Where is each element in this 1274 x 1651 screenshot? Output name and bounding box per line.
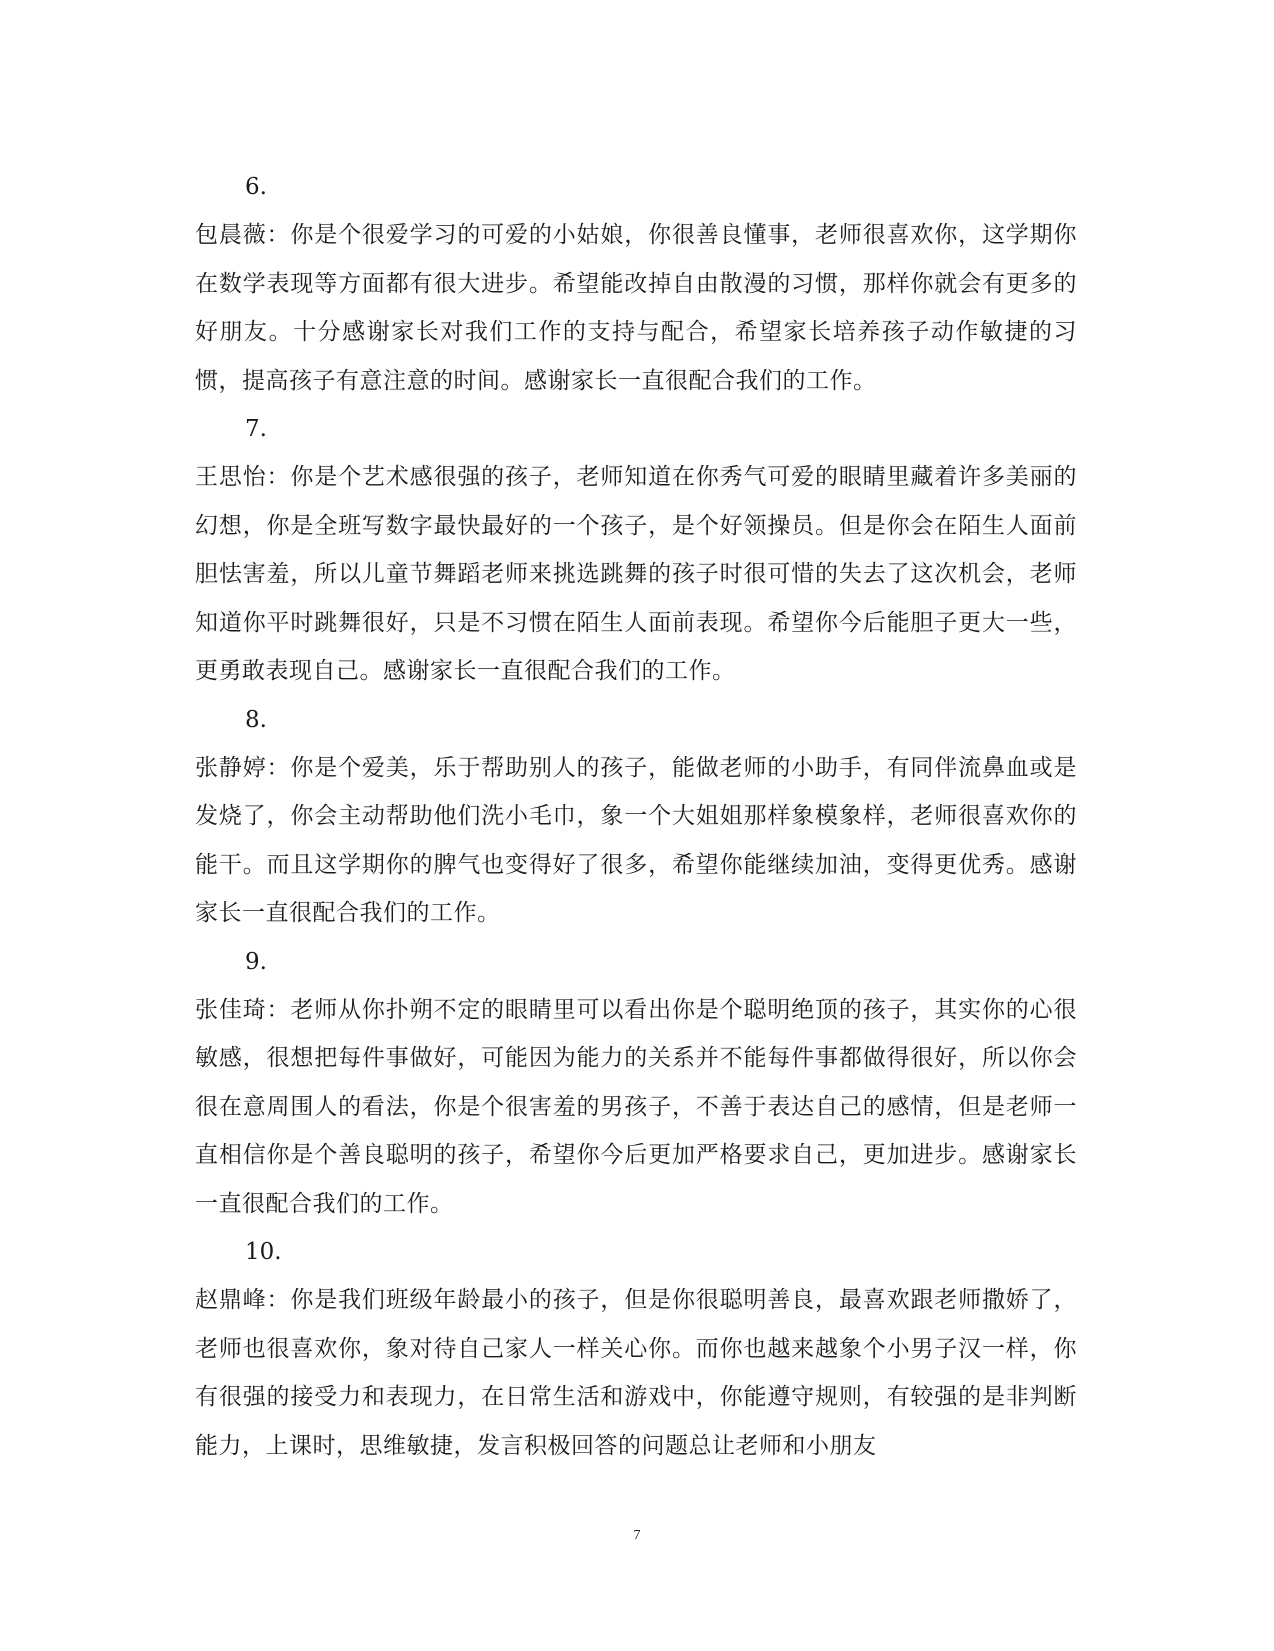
entry-number: 9. (245, 948, 267, 975)
entry-number: 10. (245, 1239, 282, 1265)
entry-text: 王思怡：你是个艺术感很强的孩子，老师知道在你秀气可爱的眼睛里藏着许多美丽的幻想，你是全班写数字最快最好的一个孩子，是个好领操员。但是你会在陌生人面前胆怯害羞，所以儿童节舞蹈老师来挑选跳舞的孩子时很可惜的失去了这次机会，老师知道你平时跳舞很好，只是不习惯在陌生人面前表现。希望你今后能胆子更大一些，更勇敢表现自己。感谢家长一直很配合我们的工作。 (195, 464, 1077, 684)
entry-text: 包晨薇：你是个很爱学习的可爱的小姑娘，你很善良懂事，老师很喜欢你，这学期你在数学表现等方面都有很大进步。希望能改掉自由散漫的习惯，那样你就会有更多的好朋友。十分感谢家长对我们工作的支持与配合，希望家长培养孩子动作敏捷的习惯，提高孩子有意注意的时间。感谢家长一直很配合我们的工作。 (195, 222, 1077, 394)
page-number: 7 (633, 1528, 641, 1543)
entry-text: 张静婷：你是个爱美，乐于帮助别人的孩子，能做老师的小助手，有同伴流鼻血或是发烧了，你会主动帮助他们洗小毛巾，象一个大姐姐那样象模象样，老师很喜欢你的能干。而且这学期你的脾气也变得好了很多，希望你能继续加油，变得更优秀。感谢家长一直很配合我们的工作。 (195, 754, 1077, 926)
entry-number: 7. (245, 416, 267, 442)
document-body (195, 163, 1077, 1470)
entry-text: 赵鼎峰：你是我们班级年龄最小的孩子，但是你很聪明善良，最喜欢跟老师撒娇了，老师也很喜欢你，象对待自己家人一样关心你。而你也越来越象个小男子汉一样，你有很强的接受力和表现力，在日常生活和游戏中，你能遵守规则，有较强的是非判断能力，上课时，思维敏捷，发言积极回答的问题总让老师和小朋友 (195, 1287, 1077, 1459)
entry-number: 6. (245, 174, 267, 200)
entry-number: 8. (245, 706, 267, 733)
entry-text: 张佳琦：老师从你扑朔不定的眼睛里可以看出你是个聪明绝顶的孩子，其实你的心很敏感，很想把每件事做好，可能因为能力的关系并不能每件事都做得很好，所以你会很在意周围人的看法，你是个很害羞的男孩子，不善于表达自己的感情，但是老师一直相信你是个善良聪明的孩子，希望你今后更加严格要求自己，更加进步。感谢家长一直很配合我们的工作。 (195, 996, 1077, 1217)
